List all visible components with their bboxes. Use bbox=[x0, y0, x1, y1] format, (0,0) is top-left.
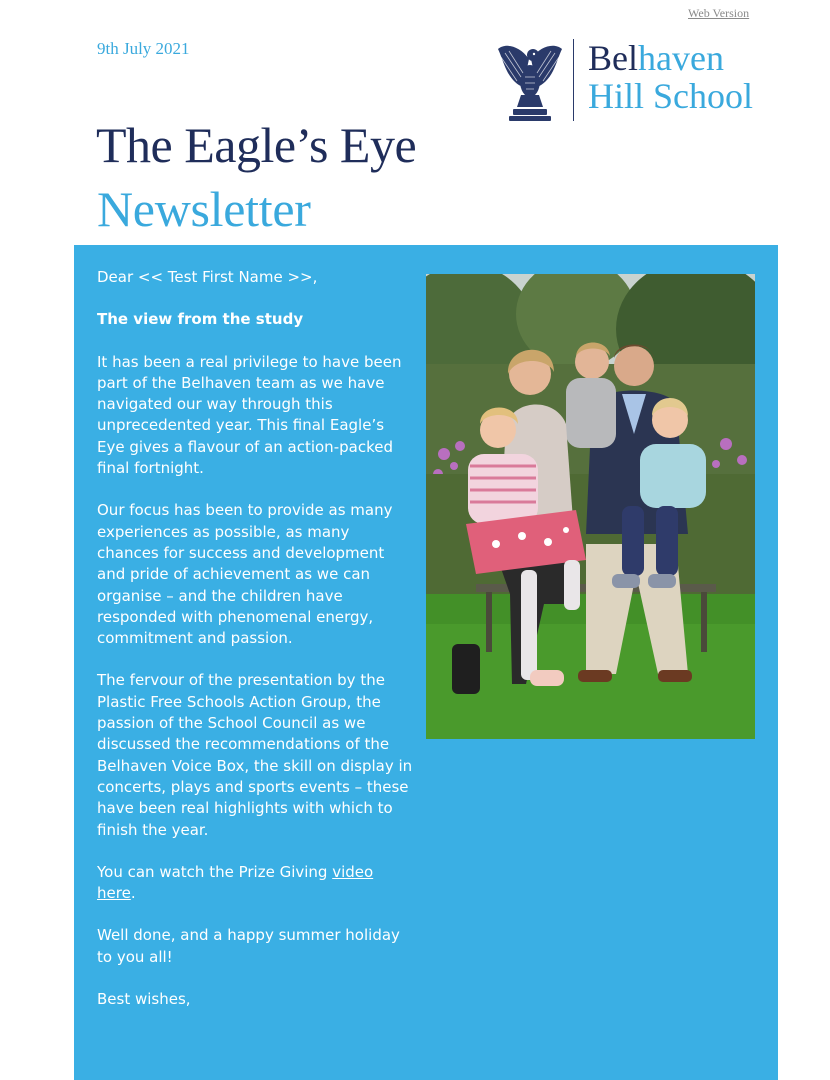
letter-body bbox=[97, 267, 415, 1031]
paragraph-4-prefix: You can watch the Prize Giving bbox=[97, 862, 333, 881]
greeting: Dear << Test First Name >>, bbox=[97, 268, 318, 286]
eagle-crest-icon bbox=[495, 37, 565, 123]
school-name-line2: Hill School bbox=[588, 76, 754, 116]
logo-divider bbox=[573, 39, 574, 121]
letter-panel bbox=[74, 245, 778, 1080]
video-link[interactable]: video here bbox=[97, 862, 374, 903]
school-logo[interactable] bbox=[495, 37, 760, 123]
paragraph-3: The fervour of the presentation by the Plastic Free Schools Action Group, the passion of the School Council as we discussed the recommendations of the Belhaven Voice Box, the skill on display in concerts, plays and sports events – these have been real highlights with which to finish the year. bbox=[97, 671, 413, 839]
paragraph-2: Our focus has been to provide as many experiences as possible, as many chances for success and development and pride of achievement as we can organise – and the children have responded with phenomenal energy, commitment and passion. bbox=[97, 501, 393, 648]
paragraph-5: Well done, and a happy summer holiday to you all! bbox=[97, 926, 400, 966]
signoff: Best wishes, bbox=[97, 990, 191, 1009]
paragraph-1: It has been a real privilege to have been part of the Belhaven team as we have navigated our way through this unprecedented year. This final Eagle’s Eye gives a flavour of an action-packed final fortnight. bbox=[97, 352, 402, 478]
school-name-haven: haven bbox=[638, 38, 724, 78]
web-version-link[interactable]: Web Version bbox=[688, 6, 750, 20]
family-photo-illustration bbox=[426, 274, 755, 739]
paragraph-4 bbox=[97, 862, 415, 905]
school-name bbox=[588, 39, 753, 115]
school-name-bel: Bel bbox=[588, 38, 638, 78]
newsletter-date: 9th July 2021 bbox=[97, 39, 190, 58]
newsletter-subtitle: Newsletter bbox=[97, 181, 311, 237]
section-heading: The view from the study bbox=[97, 310, 304, 329]
family-photo bbox=[426, 274, 755, 739]
newsletter-title: The Eagle’s Eye bbox=[96, 117, 417, 173]
paragraph-4-suffix: . bbox=[130, 884, 136, 903]
